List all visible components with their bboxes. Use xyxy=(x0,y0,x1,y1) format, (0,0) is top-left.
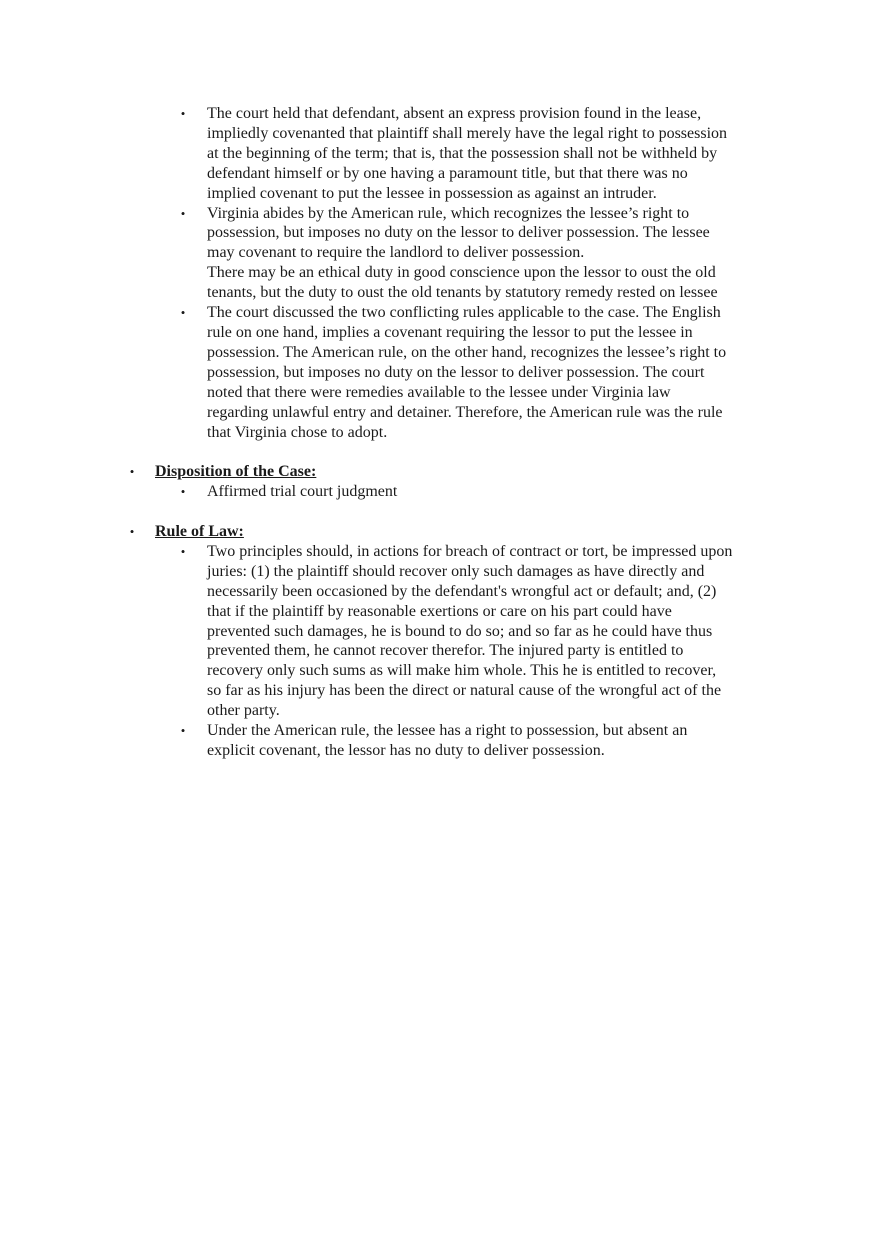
text-line: Two principles should, in actions for breach of contract or tort, be impressed upon xyxy=(207,542,733,560)
text-line: other party. xyxy=(207,702,280,720)
text-line: possession, but imposes no duty on the lessor to deliver possession. The lessee xyxy=(207,224,710,242)
text-line: that Virginia chose to adopt. xyxy=(207,423,388,441)
bullet-icon: • xyxy=(180,483,186,499)
text-line: There may be an ethical duty in good conscience upon the lessor to oust the old xyxy=(207,264,716,282)
text-line: prevented them, he cannot recover therefor. The injured party is entitled to xyxy=(207,642,684,660)
text-line: rule on one hand, implies a covenant requiring the lessor to put the lessee in xyxy=(207,323,693,341)
bullet-icon: • xyxy=(129,464,135,479)
section-heading: Rule of Law: xyxy=(155,523,244,540)
text-line: regarding unlawful entry and detainer. Therefore, the American rule was the rule xyxy=(207,403,723,421)
text-line: Virginia abides by the American rule, which recognizes the lessee’s right to xyxy=(207,204,690,222)
text-line: prevented such damages, he is bound to do so; and so far as he could have thus xyxy=(207,622,713,640)
rule-heading-item xyxy=(0,522,755,542)
disposition-heading-item xyxy=(0,462,755,482)
text-line: recovery only such sums as will make him whole. This he is entitled to recover, xyxy=(207,662,717,680)
text-line: implied covenant to put the lessee in possession as against an intruder. xyxy=(207,184,657,202)
bullet-icon: • xyxy=(180,305,186,321)
text-line: possession, but imposes no duty on the lessor to deliver possession. The court xyxy=(207,363,705,381)
text-line: tenants, but the duty to oust the old tenants by statutory remedy rested on lessee xyxy=(207,284,718,302)
text-line: The court discussed the two conflicting rules applicable to the case. The English xyxy=(207,304,721,322)
text-line: juries: (1) the plaintiff should recover only such damages as have directly and xyxy=(207,562,705,580)
bullet-icon: • xyxy=(180,543,186,559)
section-heading: Disposition of the Case: xyxy=(155,463,317,480)
text-line: possession. The American rule, on the other hand, recognizes the lessee’s right to xyxy=(207,343,727,361)
bullet-icon: • xyxy=(180,205,186,221)
text-line: Under the American rule, the lessee has a right to possession, but absent an xyxy=(207,722,688,740)
rule-of-law-section xyxy=(0,522,880,761)
text-line: may covenant to require the landlord to deliver possession. xyxy=(207,244,585,262)
text-line: that if the plaintiff by reasonable exertions or care on his part could have xyxy=(207,602,672,620)
bullet-icon: • xyxy=(180,723,186,739)
rule-item-1 xyxy=(0,542,777,721)
text-line: explicit covenant, the lessor has no duty to deliver possession. xyxy=(207,741,605,759)
holding-item-2 xyxy=(0,204,777,304)
disposition-item-1 xyxy=(0,482,777,502)
text-line: defendant himself or by one having a paramount title, but that there was no xyxy=(207,164,688,182)
text-line: so far as his injury has been the direct or natural cause of the wrongful act of the xyxy=(207,682,722,700)
bullet-icon: • xyxy=(129,524,135,539)
text-line: The court held that defendant, absent an express provision found in the lease, xyxy=(207,105,702,122)
text-line: Affirmed trial court judgment xyxy=(207,482,398,500)
rule-item-2 xyxy=(0,721,777,761)
text-line: noted that there were remedies available to the lessee under Virginia law xyxy=(207,383,671,401)
bullet-icon: • xyxy=(180,106,186,121)
text-line: impliedly covenanted that plaintiff shall merely have the legal right to possession xyxy=(207,124,728,142)
holding-item-1 xyxy=(0,104,777,204)
text-line: necessarily been occasioned by the defendant's wrongful act or default; and, (2) xyxy=(207,582,717,600)
disposition-section xyxy=(0,462,880,502)
holding-list xyxy=(0,104,880,442)
text-line: at the beginning of the term; that is, that the possession shall not be withheld by xyxy=(207,144,718,162)
holding-item-3 xyxy=(0,303,777,442)
